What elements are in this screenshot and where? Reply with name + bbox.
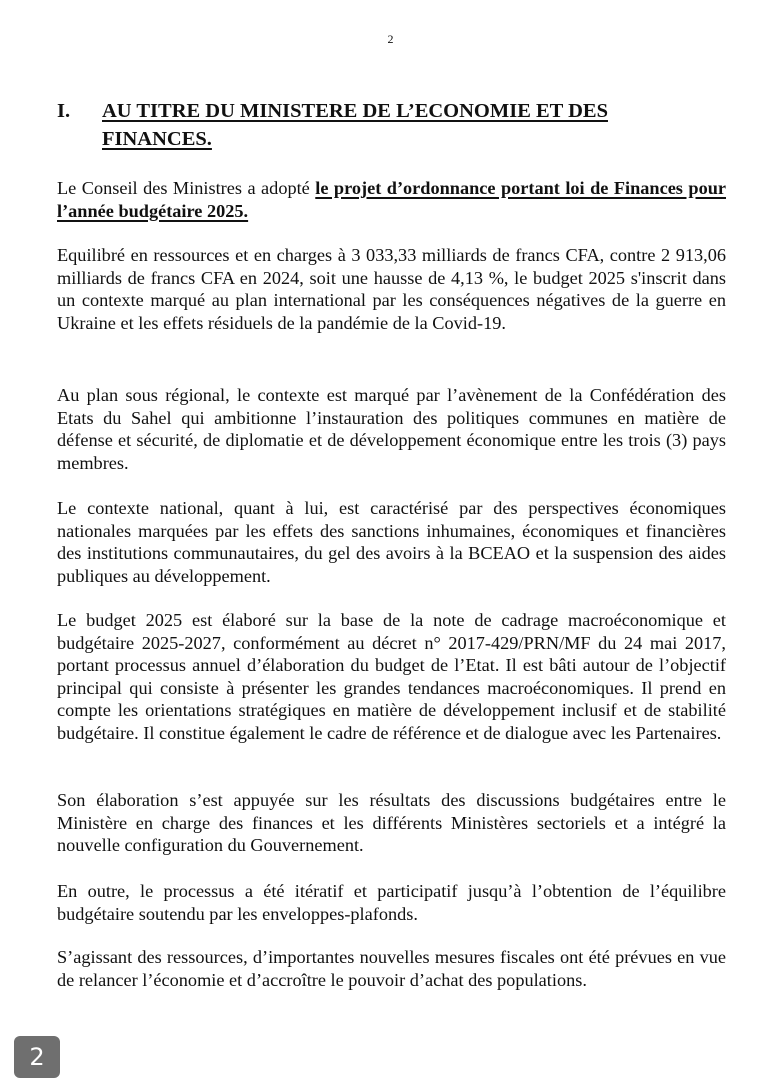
paragraph-process: En outre, le processus a été itératif et participatif jusqu’à l’obtention de l’équilibre budgétaire soutendu par les enveloppes-plafonds. bbox=[57, 881, 726, 924]
paragraph-budget-balance: Equilibré en ressources et en charges à 3 033,33 milliards de francs CFA, contre 2 913,06 milliards de francs CFA en 2024, soit une hausse de 4,13 %, le budget 2025 s'inscrit dans un contexte marqué au plan international par les conséquences négatives de la guerre en Ukraine et les effets résiduels de la pandémie de la Covid-19. bbox=[57, 245, 726, 333]
page-number: 2 bbox=[387, 32, 394, 46]
paragraph-resources: S’agissant des ressources, d’importantes nouvelles mesures fiscales ont été prévues en vue de relancer l’économie et d’accroître le pouvoir d’achat des populations. bbox=[57, 947, 726, 990]
ordinance-title: le projet d’ordonnance portant loi de Finances pour l’année budgétaire 2025. bbox=[57, 178, 726, 221]
page-badge[interactable]: 2 bbox=[14, 1036, 60, 1078]
paragraph-elaboration: Son élaboration s’est appuyée sur les résultats des discussions budgétaires entre le Ministère en charge des finances et les différents Ministères sectoriels et a intégré la nouvelle configuration du Gouvernement. bbox=[57, 790, 726, 855]
paragraph-national-context: Le contexte national, quant à lui, est caractérisé par des perspectives économiques nationales marquées par les effets des sanctions inhumaines, économiques et financières des institutions communautaires, du gel des avoirs à la BCEAO et la suspension des aides publiques au développement. bbox=[57, 498, 726, 586]
section-title: AU TITRE DU MINISTERE DE L’ECONOMIE ET DES FINANCES. bbox=[102, 100, 608, 150]
paragraph-adoption-prefix: Le Conseil des Ministres a adopté bbox=[57, 178, 316, 198]
paragraph-subregional-context: Au plan sous régional, le contexte est marqué par l’avènement de la Confédération des Etats du Sahel qui ambitionne l’instauration des politiques communes en matière de défense et sécurité, de diplomatie et de développement économique entre les trois (3) pays membres. bbox=[57, 385, 726, 473]
paragraph-adoption bbox=[57, 177, 726, 222]
section-numeral: I. bbox=[57, 100, 71, 122]
paragraph-budget-framework: Le budget 2025 est élaboré sur la base de la note de cadrage macroéconomique et budgétaire 2025-2027, conformément au décret n° 2017-429/PRN/MF du 24 mai 2017, portant processus annuel d’élaboration du budget de l’Etat. Il est bâti autour de l’objectif principal qui consiste à présenter les grandes tendances macroéconomiques. Il prend en compte les orientations stratégiques en matière de développement inclusif et de stabilité budgétaire. Il constitue également le cadre de référence et de dialogue avec les Partenaires. bbox=[57, 610, 726, 743]
